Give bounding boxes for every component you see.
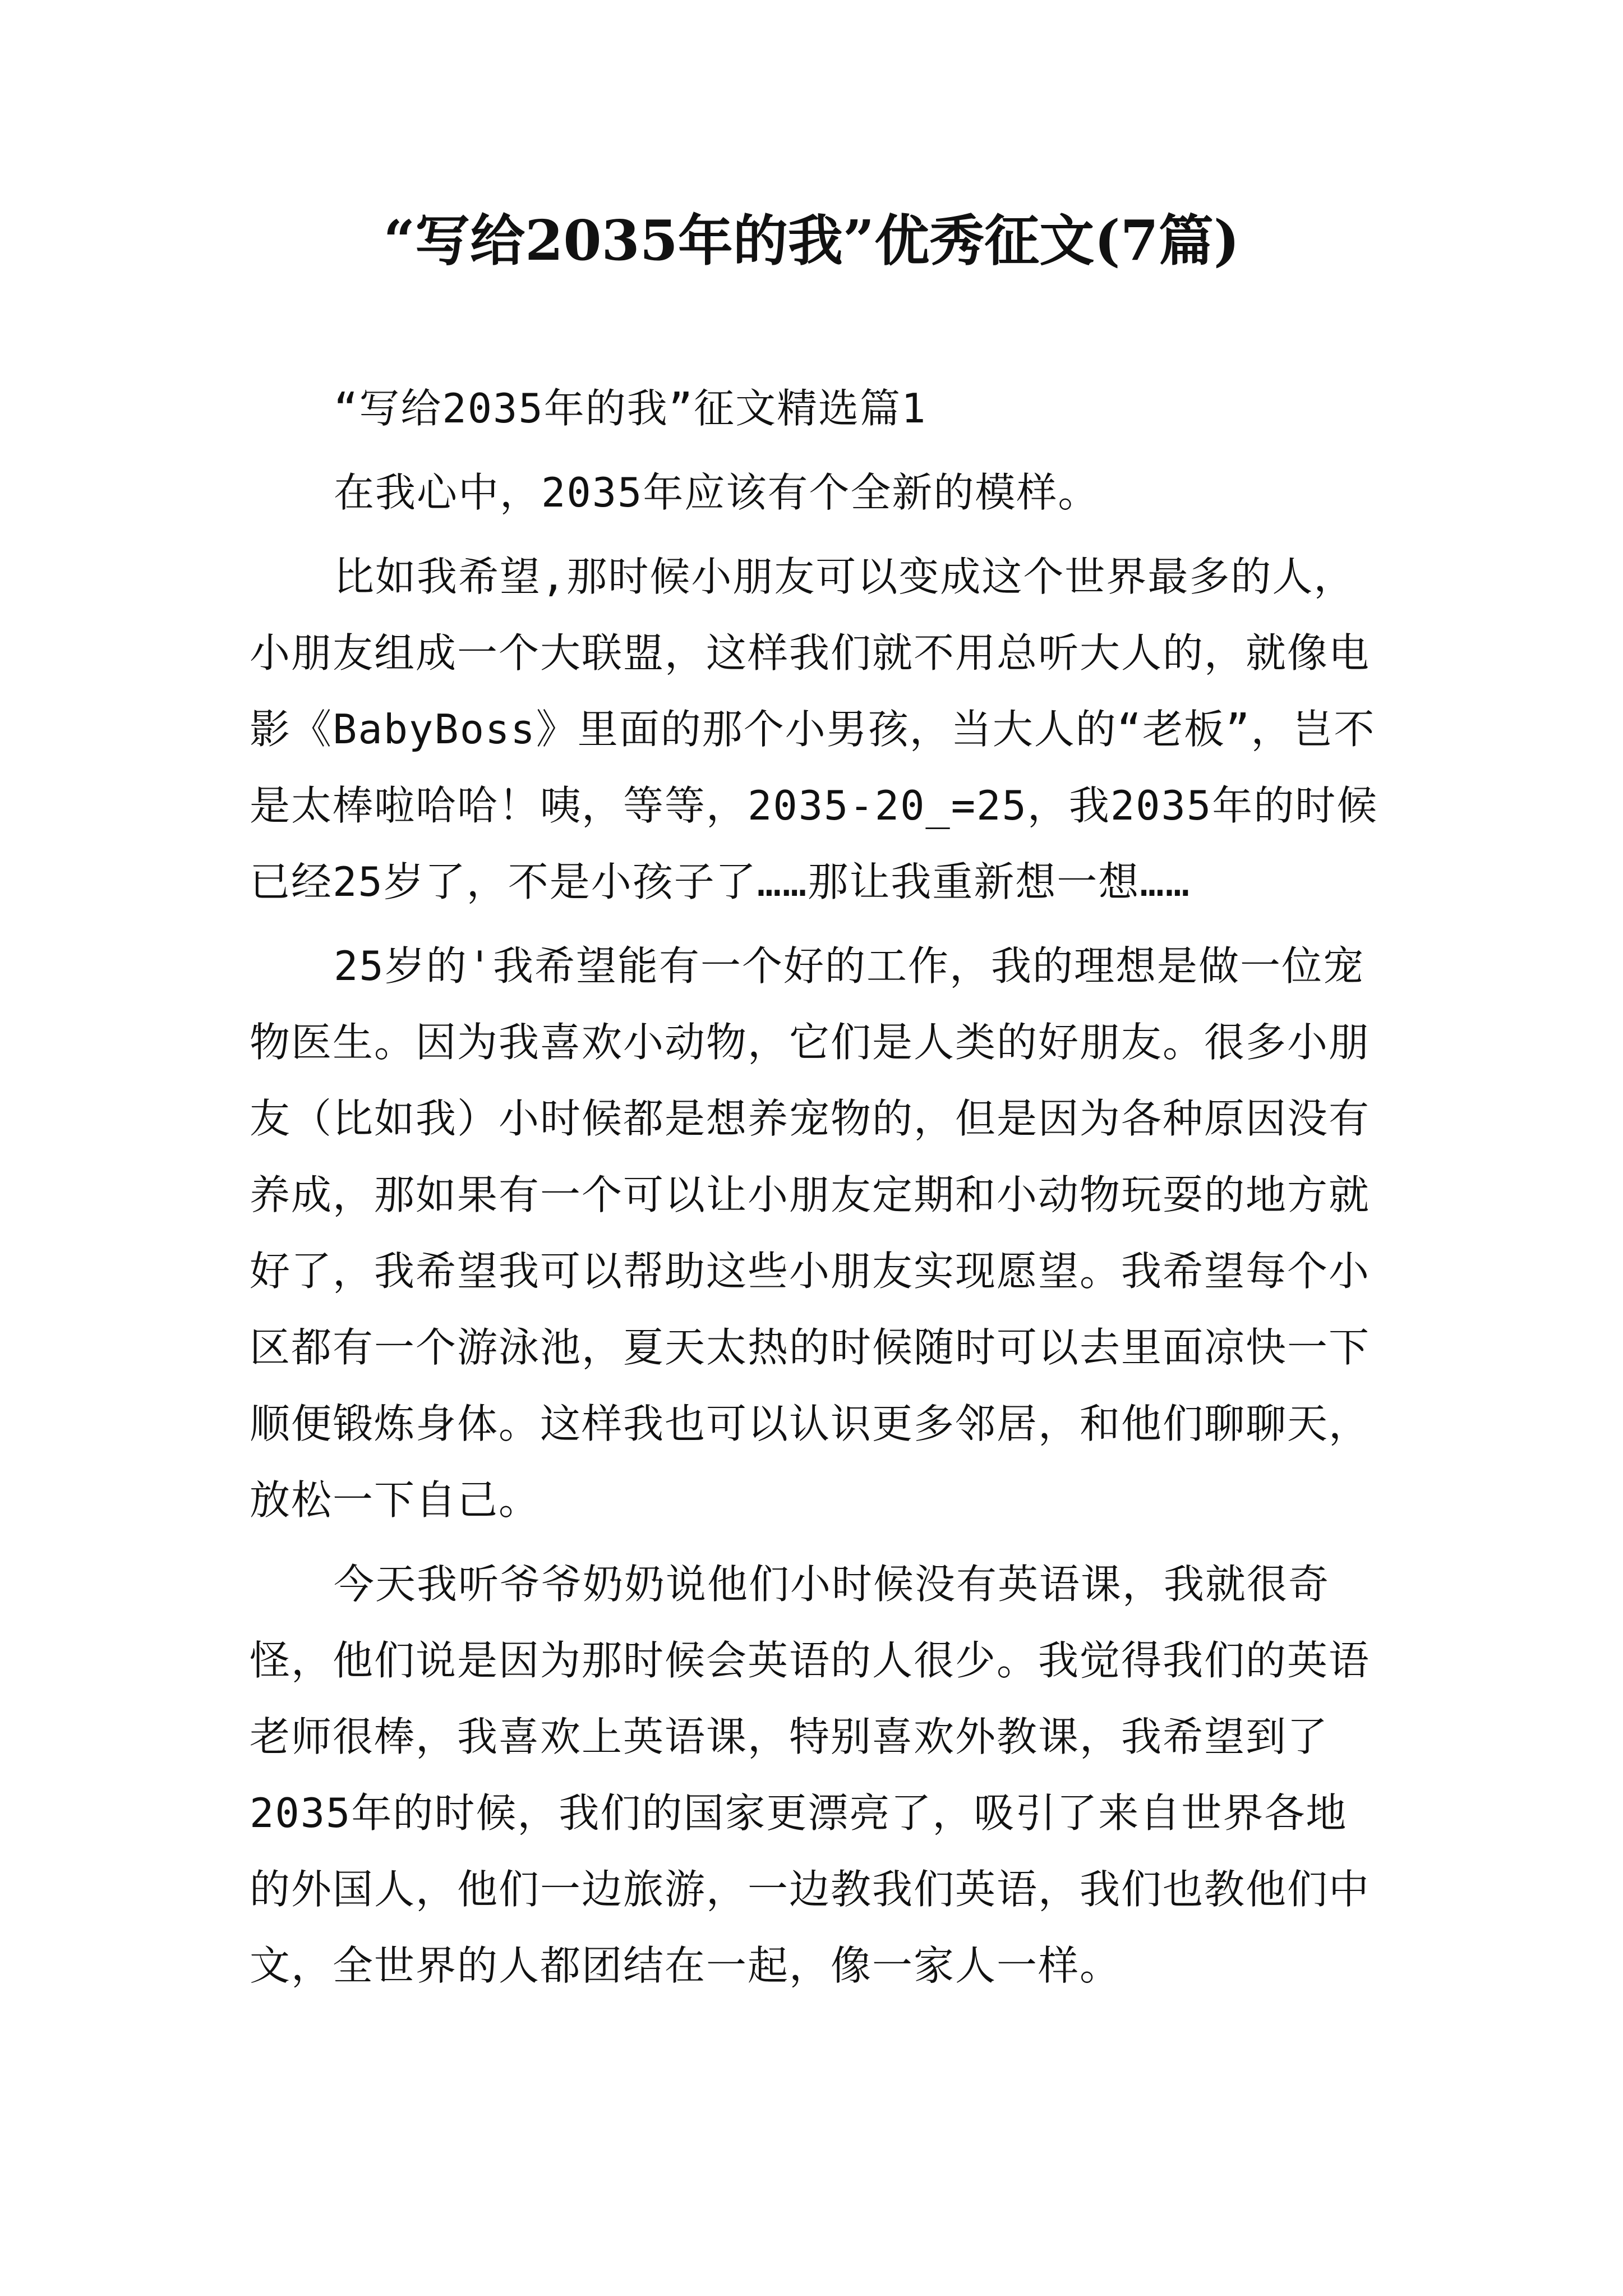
document-body [250,370,1382,2004]
section-heading: “写给2035年的我”征文精选篇1 [334,385,927,432]
document-title: “写给2035年的我”优秀征文(7篇) [383,209,1240,273]
paragraph: 比如我希望,那时候小朋友可以变成这个世界最多的人，小朋友组成一个大联盟，这样我们就不用总听大人的，就像电影《BabyBoss》里面的那个小男孩，当大人的“老板”，岂不是太棒啦哈哈！咦，等等，2035-20_=25，我2035年的时候已经25岁了，不是小孩子了……那让我重新想一想…… [250,553,1378,905]
paragraph: 今天我听爷爷奶奶说他们小时候没有英语课，我就很奇怪，他们说是因为那时候会英语的人很少。我觉得我们的英语老师很棒，我喜欢上英语课，特别喜欢外教课，我希望到了2035年的时候，我们的国家更漂亮了，吸引了来自世界各地的外国人，他们一边旅游，一边教我们英语，我们也教他们中文，全世界的人都团结在一起，像一家人一样。 [250,1561,1371,1989]
paragraph: 在我心中，2035年应该有个全新的模样。 [334,469,1100,516]
paragraph: 25岁的'我希望能有一个好的工作，我的理想是做一位宠物医生。因为我喜欢小动物，它们是人类的好朋友。很多小朋友（比如我）小时候都是想养宠物的，但是因为各种原因没有养成，那如果有一个可以让小朋友定期和小动物玩耍的地方就好了，我希望我可以帮助这些小朋友实现愿望。我希望每个小区都有一个游泳池，夏天太热的时候随时可以去里面凉快一下顺便锻炼身体。这样我也可以认识更多邻居，和他们聊聊天，放松一下自己。 [250,942,1371,1524]
